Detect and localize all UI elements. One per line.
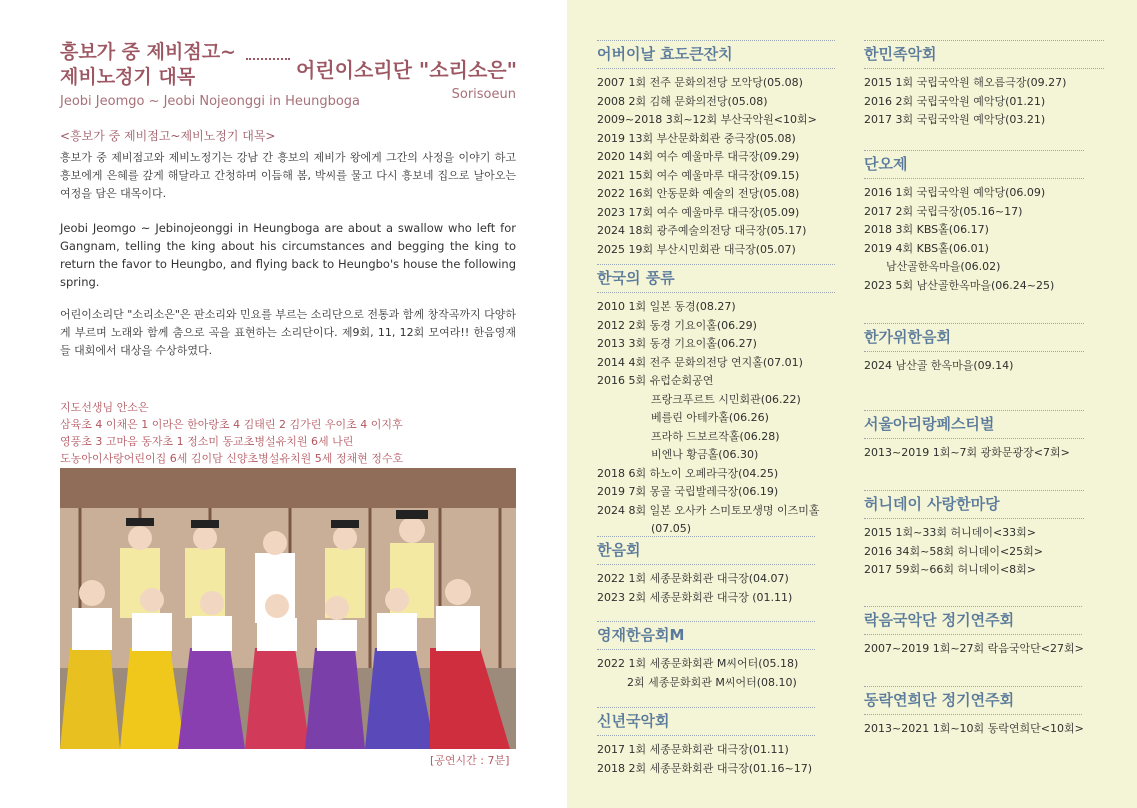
section-list — [864, 74, 1104, 130]
list-item: 2019 7회 몽골 국립발레극장(06.19) — [597, 485, 779, 498]
list-item: 2019 13회 부산문화회관 중극장(05.08) — [597, 131, 796, 145]
list-item: 2회 세종문화회관 M씨어터(08.10) — [627, 675, 797, 689]
list-item: 베를린 아테카홀(06.26) — [651, 411, 769, 424]
section-list — [864, 444, 1084, 463]
list-item: 2007 1회 전주 문화의전당 모악당(05.08) — [597, 76, 803, 89]
list-item: 2017 59회~66회 허니데이<8회> — [864, 563, 1037, 576]
list-item: 2017 2회 국립극장(05.16~17) — [864, 204, 1023, 218]
section-honeyday — [864, 490, 1084, 580]
section-youth-haneumhoe-m — [597, 621, 815, 692]
section-title: 한음회 — [597, 536, 815, 565]
description-english: Jeobi Jeomgo ~ Jebinojeonggi in Heungboga are about a swallow who left for Gangnam, telling the king about his circumstances and begging the king to return the favor to Heungbo, and flying back to Heungbo's house the following spring. — [60, 221, 516, 289]
credit-line: 삼육초 4 이채은 1 이라은 한아랑초 4 김태린 2 김가린 우이초 4 이지후 — [60, 418, 403, 431]
list-item: 2008 2회 김해 문화의전당(05.08) — [597, 94, 768, 108]
list-item: (07.05) — [651, 522, 692, 535]
section-title: 한민족악회 — [864, 40, 1104, 69]
program-title-line2: 제비노정기 대목 — [60, 66, 196, 88]
section-title: 단오제 — [864, 150, 1084, 179]
list-item: 2016 2회 국립국악원 예악당(01.21) — [864, 94, 1046, 108]
section-haneumhoe — [597, 536, 815, 607]
title-dotted-leader — [246, 58, 290, 60]
section-title: 허니데이 사랑한마당 — [864, 490, 1084, 519]
left-page — [0, 0, 567, 808]
list-item: 2016 34회~58회 허니데이<25회> — [864, 544, 1044, 558]
list-item: 2015 1회~33회 허니데이<33회> — [864, 526, 1037, 539]
section-new-year-concert — [597, 707, 815, 778]
performer-credits — [60, 399, 403, 467]
section-seoul-arirang-festival — [864, 410, 1084, 463]
subheading: <흥보가 중 제비점고~제비노정기 대목> — [60, 129, 276, 143]
list-item: 2016 5회 유럽순회공연 — [597, 374, 714, 387]
list-item: 남산골한옥마을(06.02) — [886, 260, 1001, 273]
program-title-line1: 흥보가 중 제비점고~ — [60, 41, 236, 63]
section-title: 신년국악회 — [597, 707, 815, 736]
list-item: 2013~2021 1회~10회 동락연희단<10회> — [864, 722, 1084, 735]
list-item: 프라하 드보르작홀(06.28) — [651, 429, 780, 443]
list-item: 2024 18회 광주예술의전당 대극장(05.17) — [597, 224, 807, 237]
section-parents-day — [597, 40, 835, 259]
list-item: 2012 2회 동경 기요이홀(06.29) — [597, 318, 757, 332]
section-list — [864, 184, 1084, 295]
section-title: 한국의 풍류 — [597, 264, 835, 293]
section-title: 어버이날 효도큰잔치 — [597, 40, 835, 69]
section-list — [864, 720, 1082, 739]
list-item: 2024 남산골 한옥마을(09.14) — [864, 359, 1014, 372]
section-list — [597, 570, 815, 607]
choir-name: 어린이소리단 "소리소은" — [296, 58, 518, 82]
section-list — [597, 74, 835, 259]
section-chuseok-haneumhoe — [864, 323, 1084, 376]
group-photo-illustration — [60, 468, 516, 749]
list-item: 2021 15회 여수 예울마루 대극장(09.15) — [597, 168, 800, 182]
program-title — [60, 40, 260, 90]
list-item: 2022 16회 안동문화 예술의 전당(05.08) — [597, 187, 800, 200]
section-korean-pungnyu — [597, 264, 835, 539]
credit-line: 도농아이사랑어린이집 6세 김이담 신양초병설유치원 5세 정채현 정수호 — [60, 452, 404, 465]
list-item: 2016 1회 국립국악원 예악당(06.09) — [864, 186, 1046, 199]
credit-line: 지도선생님 안소은 — [60, 401, 149, 414]
section-list — [864, 640, 1082, 659]
description-korean: 흥보가 중 제비점고와 제비노정기는 강남 간 흥보의 제비가 왕에게 그간의 사정을 이야기 하고 흥보에게 은혜를 갚게 해달라고 간청하며 이듬해 봄, 박씨를 물고 다시 흥보네 집으로 날아오는 여정을 담은 대목이다. — [60, 151, 516, 200]
list-item: 2023 17회 여수 예울마루 대극장(05.09) — [597, 205, 800, 219]
section-list — [597, 298, 835, 539]
list-item: 비엔나 황금홀(06.30) — [651, 448, 759, 461]
list-item: 2018 3회 KBS홀(06.17) — [864, 223, 989, 236]
list-item: 2013 3회 동경 기요이홀(06.27) — [597, 337, 757, 350]
list-item: 2015 1회 국립국악원 해오름극장(09.27) — [864, 76, 1067, 89]
right-page — [567, 0, 1137, 808]
performance-time: [공연시간 : 7분] — [430, 754, 510, 767]
list-item: 2018 2회 세종문화회관 대극장(01.16~17) — [597, 761, 813, 775]
section-list — [597, 655, 815, 692]
section-title: 한가위한음회 — [864, 323, 1084, 352]
list-item: 2023 2회 세종문화회관 대극장 (01.11) — [597, 590, 793, 604]
list-item: 2009~2018 3회~12회 부산국악원<10회> — [597, 113, 817, 126]
list-item: 2020 14회 여수 예울마루 대극장(09.29) — [597, 150, 800, 163]
list-item: 2023 5회 남산골한옥마을(06.24~25) — [864, 278, 1055, 292]
section-korean-nation-concert — [864, 40, 1104, 130]
list-item: 2017 3회 국립국악원 예악당(03.21) — [864, 113, 1046, 126]
list-item: 2014 4회 전주 문화의전당 연지홀(07.01) — [597, 355, 803, 369]
list-item: 2025 19회 부산시민회관 대극장(05.07) — [597, 242, 796, 256]
choir-name-english: Sorisoeun — [451, 87, 516, 102]
list-item: 2018 6회 하노이 오페라극장(04.25) — [597, 466, 779, 480]
credit-line: 영풍초 3 고마음 동자초 1 정소미 동교초병설유치원 6세 나린 — [60, 435, 354, 448]
list-item: 프랑크푸르트 시민회관(06.22) — [651, 392, 801, 406]
section-title: 동락연희단 정기연주회 — [864, 686, 1082, 715]
section-dongrak-yeonhuidan — [864, 686, 1082, 739]
program-title-english: Jeobi Jeomgo ~ Jeobi Nojeonggi in Heungboga — [60, 94, 361, 109]
section-list — [597, 741, 815, 778]
section-rakeum-orchestra — [864, 606, 1082, 659]
section-title: 영재한음회M — [597, 621, 815, 650]
list-item: 2013~2019 1회~7회 광화문광장<7회> — [864, 446, 1070, 459]
list-item: 2019 4회 KBS홀(06.01) — [864, 241, 989, 255]
section-title: 서울아리랑페스티벌 — [864, 410, 1084, 439]
choir-description: 어린이소리단 "소리소은"은 판소리와 민요를 부르는 소리단으로 전통과 함께 창작곡까지 다양하게 부르며 노래와 함께 춤으로 곡을 표현하는 소리단이다. 제9회, 11, 12회 모여라!! 한음영재들 대회에서 대상을 수상하였다. — [60, 308, 516, 357]
list-item: 2007~2019 1회~27회 락음국악단<27회> — [864, 642, 1084, 655]
group-photo — [60, 468, 516, 749]
section-list — [864, 357, 1084, 376]
list-item: 2017 1회 세종문화회관 대극장(01.11) — [597, 743, 789, 756]
section-title: 락음국악단 정기연주회 — [864, 606, 1082, 635]
section-list — [864, 524, 1084, 580]
list-item: 2010 1회 일본 동경(08.27) — [597, 300, 736, 313]
list-item: 2024 8회 일본 오사카 스미토모생명 이즈미홀 — [597, 503, 820, 517]
section-dano-festival — [864, 150, 1084, 295]
list-item: 2022 1회 세종문화회관 M씨어터(05.18) — [597, 657, 799, 670]
list-item: 2022 1회 세종문화회관 대극장(04.07) — [597, 572, 789, 585]
